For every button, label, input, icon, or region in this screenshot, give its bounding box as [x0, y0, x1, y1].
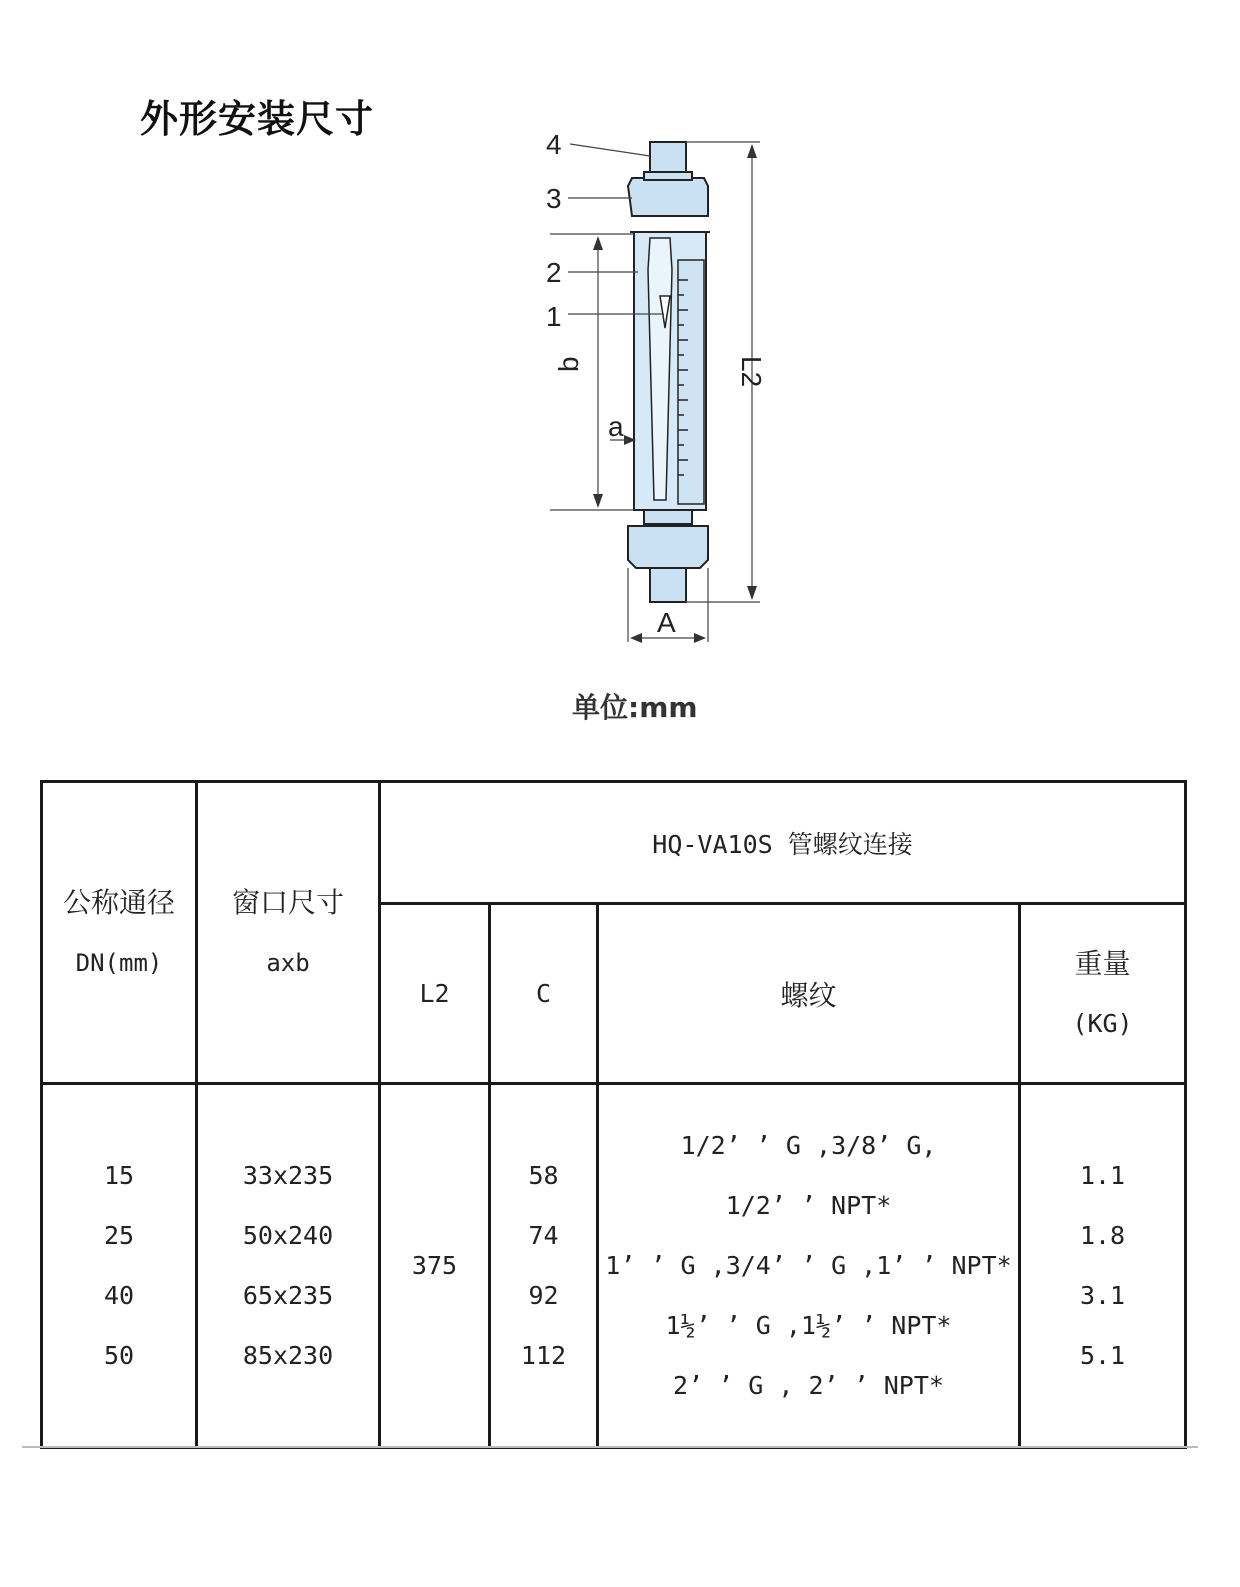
dn-header: 公称通径 DN(mm): [42, 782, 197, 1084]
weight-header: 重量 (KG): [1020, 904, 1186, 1084]
top-nut: [628, 178, 708, 216]
thread-header: 螺纹: [598, 904, 1020, 1084]
group-header: HQ-VA10S 管螺纹连接: [380, 782, 1186, 904]
scale-plate: [678, 260, 704, 504]
label-1: 1: [546, 301, 562, 332]
label-2: 2: [546, 257, 562, 288]
flowmeter-diagram: [520, 120, 780, 660]
label-L2: L2: [736, 356, 767, 388]
window-header: 窗口尺寸 axb: [197, 782, 380, 1084]
l2-header: L2: [380, 904, 490, 1084]
window-values: 33x235 50x240 65x235 85x230: [197, 1084, 380, 1448]
dimensions-table: [40, 780, 1184, 1446]
label-4: 4: [546, 129, 562, 160]
divider: [22, 1446, 1198, 1448]
top-fitting: [650, 142, 686, 172]
l2-value: 375: [380, 1084, 490, 1448]
page-title: 外形安装尺寸: [140, 97, 375, 141]
label-a: a: [608, 411, 624, 442]
bottom-nut: [628, 526, 708, 568]
dn-values: 15 25 40 50: [42, 1084, 197, 1448]
label-b: b: [553, 356, 584, 372]
unit-label: 单位:mm: [572, 691, 698, 724]
weight-values: 1.1 1.8 3.1 5.1: [1020, 1084, 1186, 1448]
c-values: 58 74 92 112: [490, 1084, 598, 1448]
label-A: A: [657, 607, 676, 638]
thread-values: 1/2’ ’ G ,3/8’ G, 1/2’ ’ NPT* 1’ ’ G ,3/4’ ’ G ,1’ ’ NPT* 1½’ ’ G ,1½’ ’ NPT* 2’ ’ G , 2’ ’ NPT*: [598, 1084, 1020, 1448]
label-3: 3: [546, 183, 562, 214]
bottom-fitting: [650, 568, 686, 602]
c-header: C: [490, 904, 598, 1084]
